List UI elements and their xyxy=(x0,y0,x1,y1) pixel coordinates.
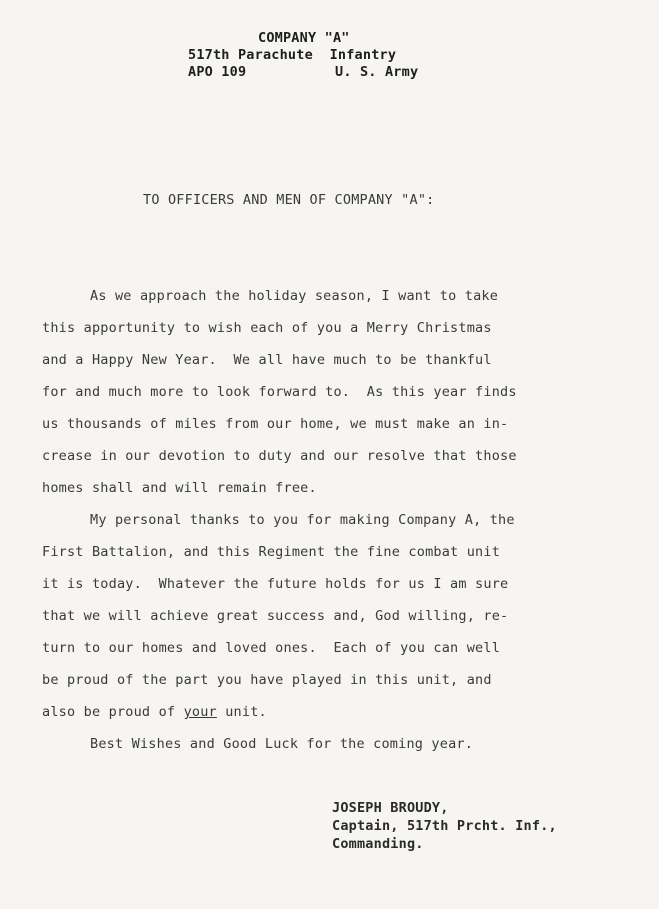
paragraph-2-line: that we will achieve great success and, God willing, re- xyxy=(42,608,509,624)
letterhead-unit: 517th Parachute Infantry xyxy=(188,47,397,63)
signature-name: JOSEPH BROUDY, xyxy=(332,800,449,816)
paragraph-1-line: As we approach the holiday season, I want to take xyxy=(90,288,499,304)
paragraph-1-line: for and much more to look forward to. As this year finds xyxy=(42,384,517,400)
paragraph-2-line: First Battalion, and this Regiment the fine combat unit xyxy=(42,544,501,560)
paragraph-1-line: this apportunity to wish each of you a Merry Christmas xyxy=(42,320,492,336)
paragraph-2-line: be proud of the part you have played in this unit, and xyxy=(42,672,492,688)
last-line-end: unit. xyxy=(216,704,267,720)
closing-line: Best Wishes and Good Luck for the coming year. xyxy=(90,736,474,752)
letterhead-company: COMPANY "A" xyxy=(258,30,350,46)
letterhead-army: U. S. Army xyxy=(335,64,419,80)
salutation: TO OFFICERS AND MEN OF COMPANY "A": xyxy=(143,192,435,208)
underlined-word: your xyxy=(183,704,217,720)
paragraph-2-line: it is today. Whatever the future holds for us I am sure xyxy=(42,576,509,592)
letterhead-apo: APO 109 xyxy=(188,64,247,80)
paragraph-2-line: turn to our homes and loved ones. Each of you can well xyxy=(42,640,501,656)
signature-role: Commanding. xyxy=(332,836,424,852)
signature-title: Captain, 517th Prcht. Inf., xyxy=(332,818,557,834)
last-line-start: also be proud of xyxy=(42,704,184,720)
paragraph-2-last-line xyxy=(42,704,267,720)
paragraph-1-line: homes shall and will remain free. xyxy=(42,480,317,496)
paragraph-1-line: us thousands of miles from our home, we must make an in- xyxy=(42,416,509,432)
paragraph-1-line: and a Happy New Year. We all have much to be thankful xyxy=(42,352,492,368)
paragraph-1-line: crease in our devotion to duty and our resolve that those xyxy=(42,448,517,464)
paragraph-2-line: My personal thanks to you for making Company A, the xyxy=(90,512,515,528)
